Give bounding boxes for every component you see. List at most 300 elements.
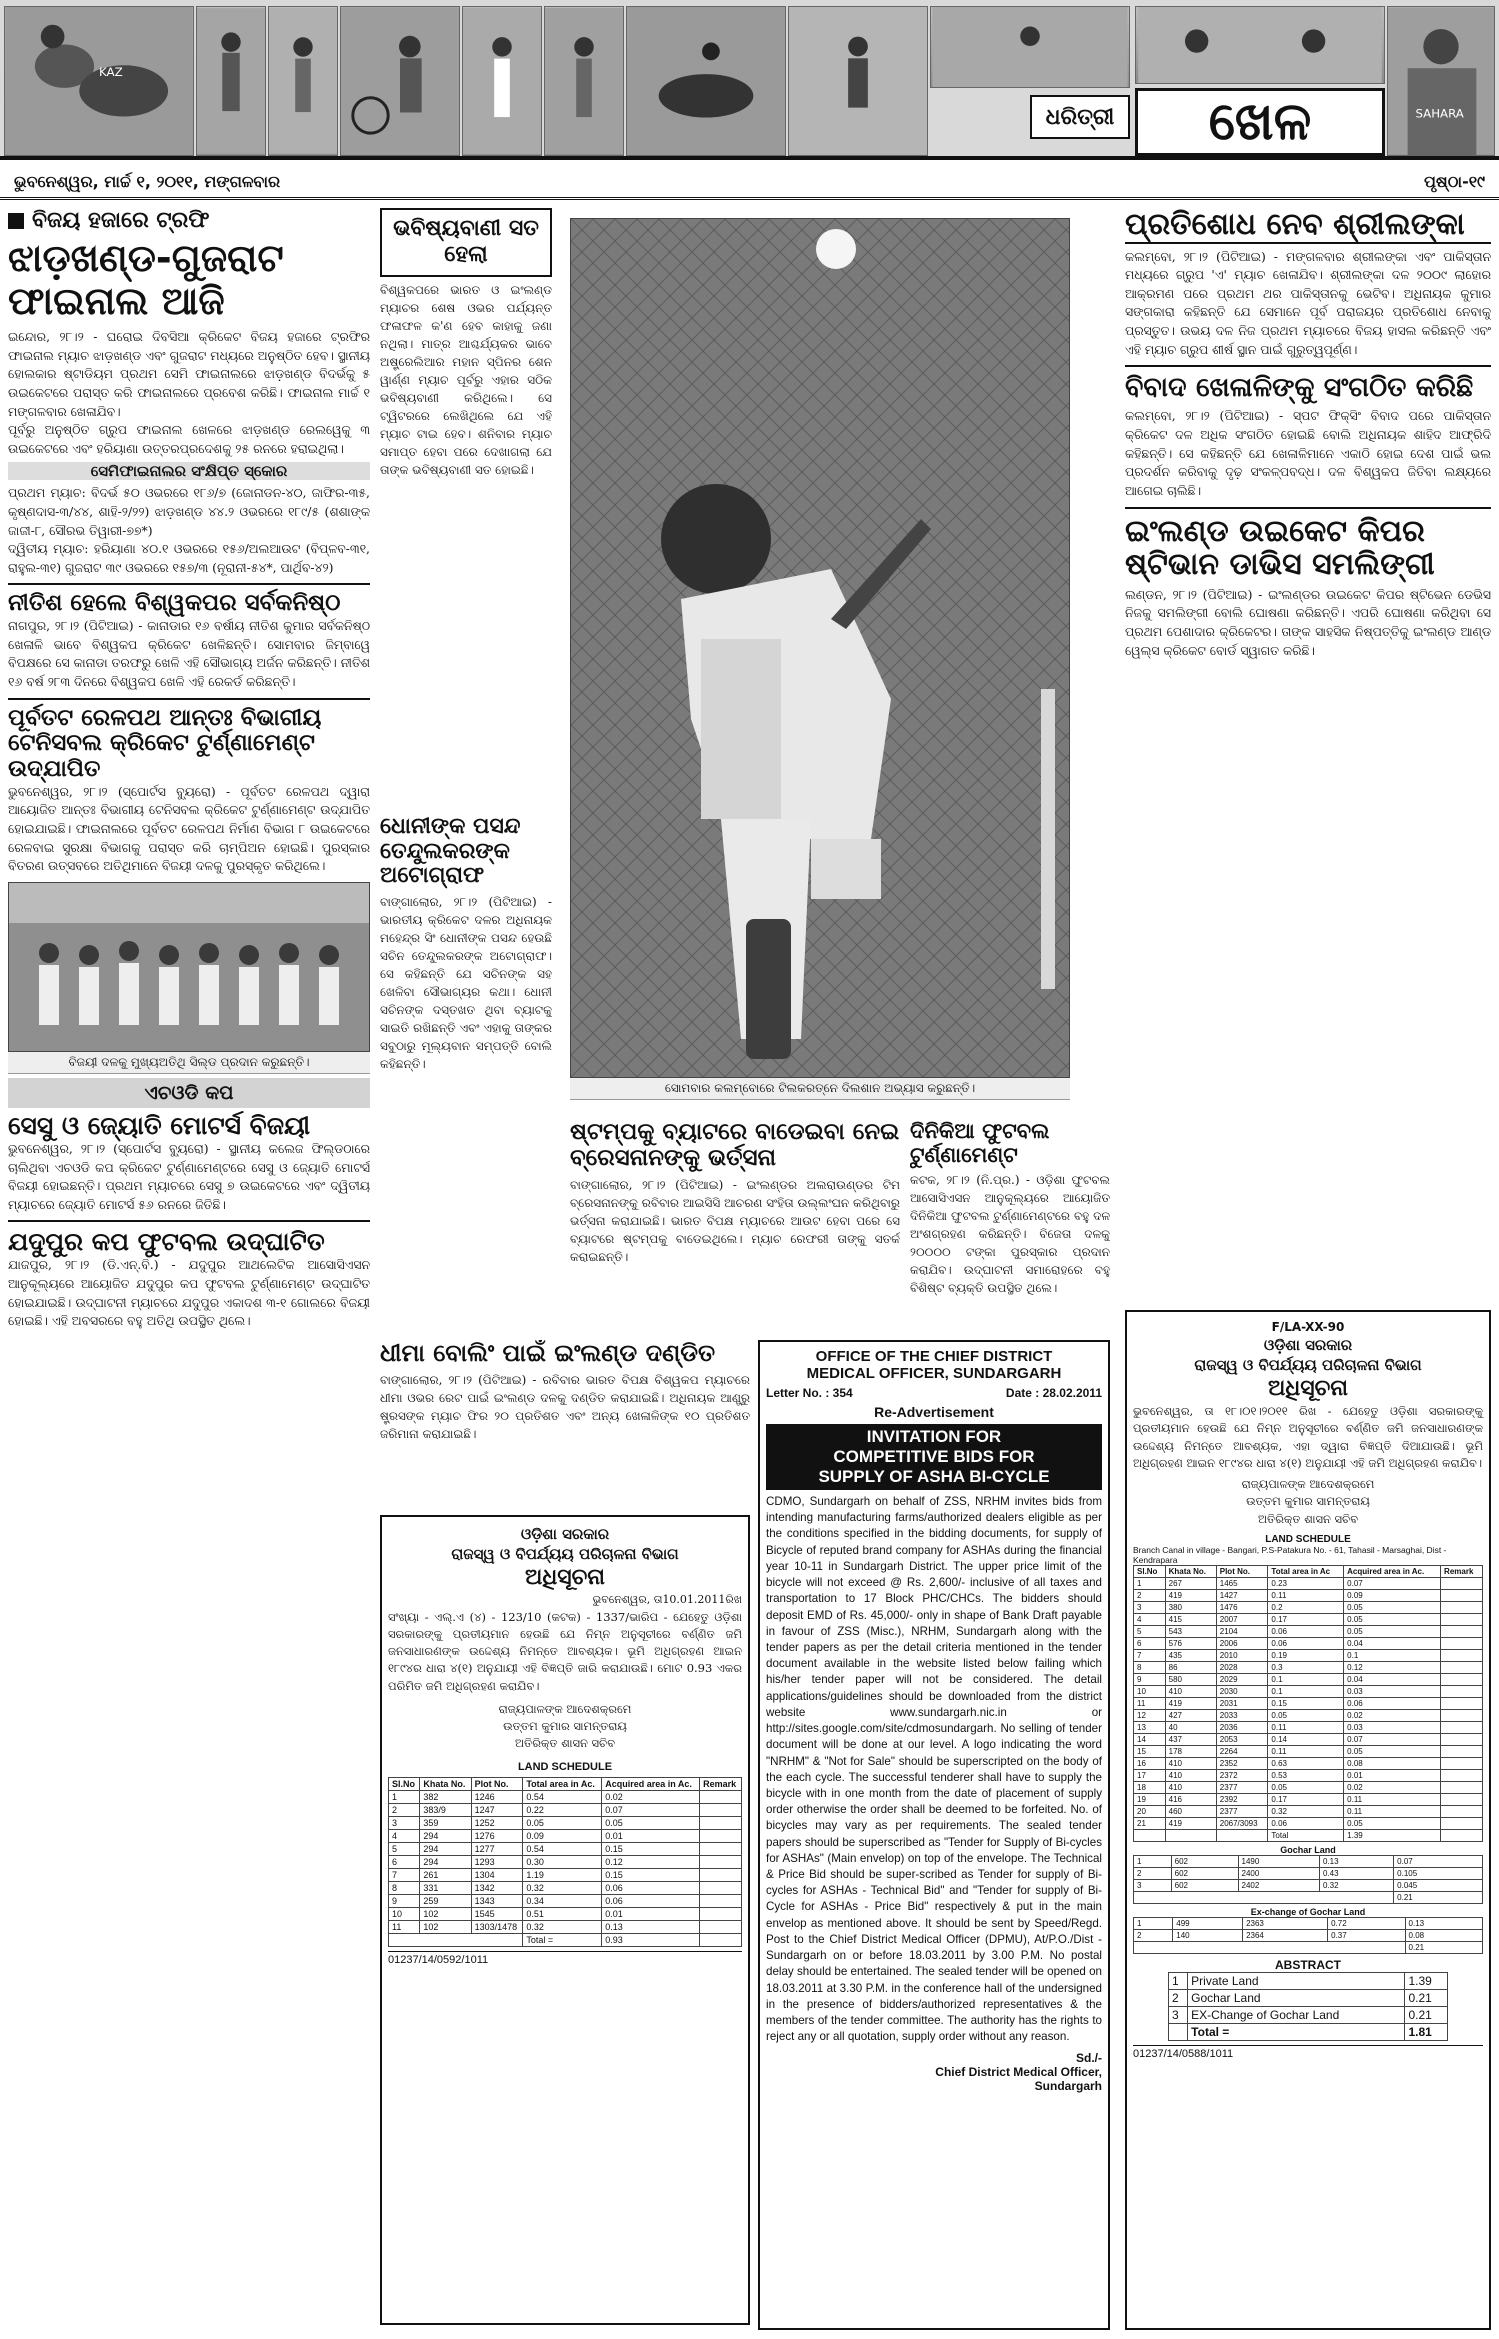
table-cell: 2392 [1216, 1793, 1268, 1805]
table-cell: 435 [1165, 1649, 1216, 1661]
table-cell: 0.06 [602, 1894, 700, 1907]
table-cell [1134, 1829, 1166, 1841]
table-cell: 2 [1169, 1989, 1188, 2006]
table-cell: 0.22 [523, 1803, 602, 1816]
lead-body-1: ଇନ୍ଦୋର, ୨୮।୨ - ଘରୋଇ ଦିବସିଆ କ୍ରିକେଟ ବିଜୟ ହଜାରେ ଟ୍ରଫିର ଫାଇନାଲ ମ୍ୟାଚ ଝାଡ଼ଖଣ୍ଡ ଏବଂ ଗୁଜରାଟ ମଧ୍ୟରେ ଅନୁଷ୍ଠିତ ହେବ। ସ୍ଥାନୀୟ ହୋଲକାର ଷ୍ଟାଡିୟମ ପ୍ରଥମ ସେମି ଫାଇନାଲରେ ଝାଡ଼ଖଣ୍ଡ ବିଦର୍ଭକୁ ୫ ଉଇକେଟରେ ପରାସ୍ତ କରି ଫାଇନାଲରେ ପ୍ରବେଶ କରିଛି। ଫାଇନାଲ ମାର୍ଚ୍ଚ ୧ ମଙ୍ଗଳବାର ଖେଳାଯିବ। [8, 329, 370, 419]
abstract-total: 1.81 [1405, 2023, 1448, 2040]
table-cell: 102 [420, 1907, 471, 1920]
tender-notice [758, 1340, 1110, 2330]
table-cell: 0.01 [602, 1829, 700, 1842]
table-cell: 259 [420, 1894, 471, 1907]
sesu-body: ଭୁବନେଶ୍ୱର, ୨୮।୨ (ସ୍ପୋର୍ଟସ ବ୍ୟୁରୋ) - ସ୍ଥାନୀୟ କଲେଜ ଫିଲ୍ଡଠାରେ ଚାଲିଥିବା ଏଚଓଡି କପ କ୍ରିକେଟ ଟୁର୍ଣ୍ଣାମେଣ୍ଟରେ ସେସୁ ଓ ଜ୍ୟୋତି ମୋଟର୍ସ ବିଜୟୀ ହୋଇଛନ୍ତି। ପ୍ରଥମ ମ୍ୟାଚରେ ସେସୁ ୭ ଉଇକେଟରେ ଏବଂ ଦ୍ୱିତୀୟ ମ୍ୟାଚରେ ଜ୍ୟୋତି ମୋଟର୍ସ ୫୬ ରନରେ ଜିତିଛି। [8, 1140, 370, 1212]
land-schedule-title: LAND SCHEDULE [517, 1760, 613, 1773]
railway-headline: ପୂର୍ବତଟ ରେଳପଥ ଆନ୍ତଃ ବିଭାଗୀୟ ଟେନିସବଲ କ୍ରିକେଟ ଟୁର୍ଣ୍ଣାମେଣ୍ଟ ଉଦ୍‌ଯାପିତ [8, 704, 322, 783]
table-row [1134, 1613, 1483, 1625]
table-cell: 0.53 [1268, 1769, 1344, 1781]
notice-gov: ଓଡ଼ିଶା ସରକାର [520, 1525, 610, 1543]
table-cell: 0.37 [1328, 1929, 1405, 1941]
lead-headline: ଝାଡ଼ଖଣ୍ଡ-ଗୁଜରାଟ ଫାଇନାଲ ଆଜି [8, 236, 284, 323]
table-cell: 0.11 [1268, 1721, 1344, 1733]
table-cell: 0.17 [1268, 1613, 1344, 1625]
table-cell [700, 1894, 742, 1907]
table-cell [1441, 1733, 1483, 1745]
table-header-cell: Total area in Ac. [523, 1777, 602, 1790]
table-row [1134, 1769, 1483, 1781]
table-cell: EX-Change of Gochar Land [1188, 2006, 1405, 2023]
bresnan-body: ବାଙ୍ଗାଲୋର, ୨୮।୨ (ପିଟିଆଇ) - ଇଂଲଣ୍ଡର ଅଲରାଉଣ୍ଡର ଟିମ ବ୍ରେସନାନଙ୍କୁ ରବିବାର ଆଇସିସି ଆଚରଣ ସଂହିତା ଉଲ୍ଲଂଘନ କରିଥିବାରୁ ଭର୍ତ୍ସନା କରାଯାଇଛି। ଭାରତ ବିପକ୍ଷ ମ୍ୟାଚରେ ଆଉଟ ହେବା ପରେ ସେ ବ୍ୟାଟରେ ଷ୍ଟମ୍ପକୁ ବାଡେଇଥିଲେ। ମ୍ୟାଚ ରେଫରୀ ତାଙ୍କୁ ସତର୍କ କରାଇଛନ୍ତି। [570, 1177, 900, 1264]
table-cell [700, 1868, 742, 1881]
tender-date: Date : 28.02.2011 [1005, 1386, 1102, 1400]
table-cell: 2264 [1216, 1745, 1268, 1757]
table-cell: Private Land [1188, 1972, 1405, 1989]
newspaper-logo: ଧରିତ୍ରୀ [1030, 95, 1130, 139]
table-cell: 11 [389, 1920, 420, 1933]
equestrian-photo [626, 6, 786, 156]
table-cell: 382 [420, 1790, 471, 1803]
land-schedule-table [1133, 1565, 1483, 1842]
table-cell: 0.045 [1394, 1879, 1483, 1891]
table-cell: 2104 [1216, 1625, 1268, 1637]
table-cell [1441, 1601, 1483, 1613]
table-cell: 5 [389, 1842, 420, 1855]
sport-photo-6 [544, 6, 624, 156]
table-total-row [1134, 1829, 1483, 1841]
table-cell: 2036 [1216, 1721, 1268, 1733]
tender-sign-2: Chief District Medical Officer, [935, 2065, 1102, 2080]
exchange-title: Ex-change of Gochar Land [1250, 1906, 1366, 1917]
table-cell [700, 1881, 742, 1894]
table-cell: 1.39 [1344, 1829, 1441, 1841]
table-cell: 4 [1134, 1613, 1166, 1625]
table-row [389, 1803, 742, 1816]
table-header-cell: Remark [700, 1777, 742, 1790]
table-row [1134, 1673, 1483, 1685]
kicker [8, 208, 370, 233]
table-cell: 3 [389, 1816, 420, 1829]
exchange-total: 0.21 [1405, 1941, 1482, 1953]
notice-sign-1: ରାଜ୍ୟପାଳଙ୍କ ଆଦେଶକ୍ରମେ [498, 1701, 632, 1716]
table-cell: 9 [1134, 1673, 1166, 1685]
table-cell: 0.21 [1405, 1989, 1448, 2006]
table-cell: 0.13 [602, 1920, 700, 1933]
section-title: ଖେଳ [1135, 88, 1385, 156]
table-body [1134, 1577, 1483, 1829]
table-cell: 102 [420, 1920, 471, 1933]
land-schedule-subtitle: Branch Canal in village - Bangari, P.S-Patakura No. - 61, Tahasil - Marsaghai, Dist - Kendrapara [1133, 1544, 1447, 1565]
table-cell: 10 [1134, 1685, 1166, 1697]
controversy-headline: ବିବାଦ ଖେଳାଳିଙ୍କୁ ସଂଗଠିତ କରିଛି [1125, 372, 1474, 404]
tender-title-box [766, 1424, 1102, 1490]
table-cell: 294 [420, 1842, 471, 1855]
abstract-body [1169, 1972, 1448, 2023]
table-cell [1441, 1721, 1483, 1733]
table-cell: 0.63 [1268, 1757, 1344, 1769]
table-row [1134, 1917, 1483, 1929]
table-cell: 415 [1165, 1613, 1216, 1625]
table-cell [1216, 1829, 1268, 1841]
table-row [1134, 1929, 1483, 1941]
score-subhead: ସେମିଫାଇନାଲର ସଂକ୍ଷିପ୍ତ ସ୍କୋର [8, 462, 370, 480]
table-cell: 2053 [1216, 1733, 1268, 1745]
table-cell: 0.08 [1344, 1757, 1441, 1769]
jadupur-headline: ଯଦୁପୁର କପ ଫୁଟବଲ ଉଦ୍‌ଘାଟିତ [8, 1227, 325, 1257]
table-cell: 0.05 [1268, 1709, 1344, 1721]
notice-body: ଭୁବନେଶ୍ୱର, ତା ୧୮।୦୧।୨୦୧୧ ରିଖ - ଯେହେତୁ ଓଡ଼ିଶା ସରକାରଙ୍କୁ ପ୍ରତୀୟମାନ ହେଉଛି ଯେ ନିମ୍ନ ଅନୁସୂଚୀରେ ବର୍ଣ୍ଣିତ ଜମି ଜନସାଧାରଣଙ୍କ ଉଦ୍ଦେଶ୍ୟ ନିମନ୍ତେ ଆବଶ୍ୟକ, ଏହା ଦ୍ୱାରା ବିଜ୍ଞପ୍ତି ଦିଆଯାଉଛି। ଭୂମି ଅଧିଗ୍ରହଣ ଆଇନ ୧୮୯୪ର ଧାରା ୪(୧) ଅନୁଯାୟୀ ଏହି ଜମି ଅଧିଗ୍ରହଣ କରାଯିବ। [1133, 1404, 1483, 1470]
table-row [1134, 1721, 1483, 1733]
table-cell: 419 [1165, 1817, 1216, 1829]
table-cell [1441, 1649, 1483, 1661]
table-cell: 0.19 [1268, 1649, 1344, 1661]
table-body [389, 1790, 742, 1933]
football-headline: ଦିନିକିଆ ଫୁଟବଲ ଟୁର୍ଣ୍ଣାମେଣ୍ଟ [910, 1120, 1050, 1167]
table-cell: Total [1268, 1829, 1344, 1841]
table-cell: 2364 [1243, 1929, 1328, 1941]
tender-title-3: SUPPLY OF ASHA BI-CYCLE [818, 1467, 1050, 1486]
table-cell: 8 [1134, 1661, 1166, 1673]
table-cell: 14 [1134, 1733, 1166, 1745]
table-cell [700, 1816, 742, 1829]
table-cell: 3 [1134, 1879, 1172, 1891]
table-row [1134, 1855, 1483, 1867]
table-cell: 2 [389, 1803, 420, 1816]
sport-photo-10 [1135, 6, 1385, 84]
table-cell [1441, 1793, 1483, 1805]
table-row [1169, 1989, 1448, 2006]
table-cell: 1476 [1216, 1601, 1268, 1613]
table-header-cell: Khata No. [1165, 1565, 1216, 1577]
table-cell: 0.12 [1344, 1661, 1441, 1673]
table-cell: 437 [1165, 1733, 1216, 1745]
table-cell: 6 [1134, 1637, 1166, 1649]
table-cell: 2030 [1216, 1685, 1268, 1697]
masthead-banner [0, 0, 1499, 160]
table-cell: 0.15 [602, 1868, 700, 1881]
table-row [1134, 1879, 1483, 1891]
table-cell [700, 1907, 742, 1920]
table-cell: 0.32 [1268, 1805, 1344, 1817]
table-cell: 2 [1134, 1867, 1172, 1879]
table-cell: 359 [420, 1816, 471, 1829]
table-cell: 3 [1169, 2006, 1188, 2023]
tennis-photo [340, 6, 460, 156]
table-cell: 2377 [1216, 1805, 1268, 1817]
table-cell: 18 [1134, 1781, 1166, 1793]
table-cell: 0.06 [1268, 1625, 1344, 1637]
table-cell: 576 [1165, 1637, 1216, 1649]
table-cell: 0.05 [1344, 1817, 1441, 1829]
table-cell: 602 [1171, 1855, 1238, 1867]
table-row [1134, 1817, 1483, 1829]
table-row [1134, 1625, 1483, 1637]
table-cell: 0.03 [1344, 1685, 1441, 1697]
tender-title-2: COMPETITIVE BIDS FOR [833, 1447, 1035, 1466]
notice-sign-1: ରାଜ୍ୟପାଳଙ୍କ ଆଦେଶକ୍ରମେ [1241, 1477, 1375, 1491]
land-schedule-table [388, 1777, 742, 1947]
table-cell: 3 [1134, 1601, 1166, 1613]
table-cell: 2010 [1216, 1649, 1268, 1661]
football-article [910, 1120, 1110, 1335]
table-cell: 0.32 [1319, 1879, 1393, 1891]
table-cell: 380 [1165, 1601, 1216, 1613]
table-cell [1441, 1661, 1483, 1673]
table-row [1134, 1601, 1483, 1613]
table-cell [1441, 1577, 1483, 1589]
left-column [8, 208, 370, 2333]
table-cell: 2028 [1216, 1661, 1268, 1673]
cricketer-photo [1387, 6, 1495, 156]
table-cell: 602 [1171, 1879, 1238, 1891]
table-cell [1441, 1697, 1483, 1709]
table-cell: 21 [1134, 1817, 1166, 1829]
table-cell: 0.32 [523, 1920, 602, 1933]
table-cell: 0.07 [1344, 1733, 1441, 1745]
cricketer-photo-art [1388, 7, 1494, 155]
table-cell: 2 [1134, 1589, 1166, 1601]
table-cell: 0.06 [1268, 1817, 1344, 1829]
table-cell: 261 [420, 1868, 471, 1881]
table-cell: 294 [420, 1855, 471, 1868]
table-cell [1441, 1817, 1483, 1829]
table-cell: 2006 [1216, 1637, 1268, 1649]
table-cell: 294 [420, 1829, 471, 1842]
table-cell: 0.05 [602, 1816, 700, 1829]
notice-date: ଭୁବନେଶ୍ୱର, ତା10.01.2011ରିଖ [592, 1593, 742, 1606]
table-cell: 410 [1165, 1757, 1216, 1769]
table-cell: 2031 [1216, 1697, 1268, 1709]
table-cell: 2033 [1216, 1709, 1268, 1721]
land-schedule-title: LAND SCHEDULE [1265, 1533, 1351, 1545]
sesu-headline: ସେସୁ ଓ ଜ୍ୟୋତି ମୋଟର୍ସ ବିଜୟୀ [8, 1110, 311, 1140]
table-cell: 0.21 [1405, 2006, 1448, 2023]
abstract-title: ABSTRACT [1275, 1957, 1341, 1972]
table-cell: 0.12 [602, 1855, 700, 1868]
date-line [0, 166, 1499, 200]
table-cell: 1 [1169, 1972, 1188, 1989]
table-cell: 0.14 [1268, 1733, 1344, 1745]
notice-body: ସଂଖ୍ୟା - ଏଲ୍.ଏ (୪) - 123/10 (କଟକ) - 1337/ଭାରିପ - ଯେହେତୁ ଓଡ଼ିଶା ସରକାରଙ୍କୁ ପ୍ରତୀୟମାନ ହେଉଛି ଯେ ନିମ୍ନ ଅନୁସୂଚୀରେ ବର୍ଣ୍ଣିତ ଜମି ଜନସାଧାରଣଙ୍କ ଉଦ୍ଦେଶ୍ୟ ନିମନ୍ତେ ଆବଶ୍ୟକ। ଭୂମି ଅଧିଗ୍ରହଣ ଆଇନ ୧୮୯୪ର ଧାରା ୪(୧) ଅନୁଯାୟୀ ଏହି ବିଜ୍ଞପ୍ତି ଜାରି କରାଯାଉଛି। ମୋଟ 0.93 ଏକର ପରିମିତ ଜମି ଅଧିଗ୍ରହଣ କରାଯିବ। [388, 1609, 742, 1693]
sport-photo-2 [196, 6, 266, 156]
gochar-table [1133, 1855, 1483, 1904]
table-cell [1441, 1589, 1483, 1601]
table-row [1134, 1589, 1483, 1601]
srilanka-body: କଲମ୍ବୋ, ୨୮।୨ (ପିଟିଆଇ) - ମଙ୍ଗଳବାର ଶ୍ରୀଲଙ୍କା ଏବଂ ପାକିସ୍ତାନ ମଧ୍ୟରେ ଗ୍ରୁପ 'ଏ' ମ୍ୟାଚ ଖେଳାଯିବ। ଶ୍ରୀଲଙ୍କା ଦଳ ୨୦୦୯ ଲାହୋର ଆକ୍ରମଣ ପରେ ପ୍ରଥମ ଥର ପାକିସ୍ତାନକୁ ଭେଟିବ। ଅଧିନାୟକ କୁମାର ସଙ୍ଗକାରା କହିଛନ୍ତି ଯେ ସେମାନେ ପୂର୍ବ ପରାଜୟର ପ୍ରତିଶୋଧ ନେବାକୁ ପ୍ରସ୍ତୁତ। ଉଭୟ ଦଳ ନିଜ ପ୍ରଥମ ମ୍ୟାଚରେ ବିଜୟ ହାସଲ କରିଛନ୍ତି ଏବଂ ଏହି ମ୍ୟାଚ ଗ୍ରୁପ ଶୀର୍ଷ ସ୍ଥାନ ପାଇଁ ଗୁରୁତ୍ୱପୂର୍ଣ୍ଣ। [1125, 248, 1491, 357]
table-row [1134, 1757, 1483, 1769]
table-header-cell: Total area in Ac [1268, 1565, 1344, 1577]
table-cell: 1427 [1216, 1589, 1268, 1601]
table-cell: 2377 [1216, 1781, 1268, 1793]
table-cell: 0.08 [1405, 1929, 1482, 1941]
table-cell: 16 [1134, 1757, 1166, 1769]
dilshan-caption: ସୋମବାର କଲମ୍ବୋରେ ଟିଲକରତ୍ନେ ଦିଲଶାନ ଅଭ୍ୟାସ କରୁଛନ୍ତି। [570, 1078, 1070, 1100]
divider [8, 698, 370, 700]
table-cell: 1.39 [1405, 1972, 1448, 1989]
exchange-total-row [1134, 1941, 1483, 1953]
table-cell: 0.05 [1268, 1781, 1344, 1793]
table-row [389, 1842, 742, 1855]
table-cell: 0.05 [1344, 1601, 1441, 1613]
table-row [1134, 1697, 1483, 1709]
page-number: ପୃଷ୍ଠା-୧୯ [1423, 171, 1485, 191]
table-cell [1441, 1673, 1483, 1685]
table-cell [1441, 1781, 1483, 1793]
srilanka-headline: ପ୍ରତିଶୋଧ ନେବ ଶ୍ରୀଲଙ୍କା [1125, 208, 1491, 244]
table-header-cell: Acquired area in Ac. [1344, 1565, 1441, 1577]
notice-title: ଅଧିସୂଚନା [525, 1565, 605, 1590]
table-row [1134, 1867, 1483, 1879]
table-cell: 383/9 [420, 1803, 471, 1816]
divider [1125, 507, 1491, 509]
table-row [389, 1855, 742, 1868]
table-row [1134, 1661, 1483, 1673]
team-photo [8, 882, 370, 1052]
table-cell: 1303/1478 [471, 1920, 523, 1933]
table-row [1169, 2006, 1448, 2023]
table-cell: 5 [1134, 1625, 1166, 1637]
table-cell: 0.07 [602, 1803, 700, 1816]
table-cell [1441, 1613, 1483, 1625]
abstract-total-row [1169, 2023, 1448, 2040]
table-cell: 0.72 [1328, 1917, 1405, 1929]
table-cell: 410 [1165, 1769, 1216, 1781]
table-row [1134, 1649, 1483, 1661]
score-second-match: ଦ୍ୱିତୀୟ ମ୍ୟାଚ: ହରିୟାଣା ୪୦.୧ ଓଭରରେ ୧୫୬/ଅଲଆଉଟ (ବିପ୍ଳବ-୩୧, ରାହୁଲ-୩୧) ଗୁଜରାଟ ୩୯ ଓଭରରେ ୧୫୭/୩ (ନୂରାନୀ-୫୪*, ପାର୍ଥିବ-୪୨) [8, 541, 370, 575]
table-cell [1165, 1829, 1216, 1841]
table-cell: 10 [389, 1907, 420, 1920]
table-row [389, 1907, 742, 1920]
table-cell: 0.1 [1344, 1649, 1441, 1661]
table-cell: 0.30 [523, 1855, 602, 1868]
hod-cup-label: ଏଚଓଡି କପ [8, 1078, 370, 1108]
table-cell: 0.11 [1344, 1805, 1441, 1817]
dhoni-column [380, 815, 552, 1335]
england-fined-headline: ଧୀମା ବୋଲିଂ ପାଇଁ ଇଂଲଣ୍ଡ ଦଣ୍ଡିତ [380, 1340, 716, 1367]
wrestling-photo-art [5, 7, 193, 155]
table-cell: 1342 [471, 1881, 523, 1894]
table-cell: 178 [1165, 1745, 1216, 1757]
table-cell: 331 [420, 1881, 471, 1894]
notice-ref: F/LA-XX-90 [1271, 1320, 1345, 1334]
table-cell: 1343 [471, 1894, 523, 1907]
sport-photo-8 [788, 6, 928, 156]
table-row [1134, 1685, 1483, 1697]
notice-sign-3: ଅତିରିକ୍ତ ଶାସନ ସଚିବ [514, 1736, 616, 1751]
table-row [389, 1920, 742, 1933]
table-row [389, 1790, 742, 1803]
table-header-cell: Sl.No [1134, 1565, 1166, 1577]
table-cell: 1 [389, 1790, 420, 1803]
table-cell: 499 [1173, 1917, 1243, 1929]
table-row [389, 1894, 742, 1907]
lead-body-2: ପୂର୍ବରୁ ଅନୁଷ୍ଠିତ ଗ୍ରୁପ ଫାଇନାଲ ଖେଳରେ ଝାଡ଼ଖଣ୍ଡ ରେଲୱେକୁ ୩ ଉଇକେଟରେ ଏବଂ ହରିୟାଣା ଉତ୍ତରପ୍ରଦେଶକୁ ୨୫ ରନରେ ହରାଇଥିଲା। [8, 422, 370, 456]
table-cell [700, 1803, 742, 1816]
table-cell: 1276 [471, 1829, 523, 1842]
table-cell: 0.54 [523, 1842, 602, 1855]
notice-gov: ଓଡ଼ିଶା ସରକାର [1263, 1336, 1353, 1354]
table-cell: 2007 [1216, 1613, 1268, 1625]
table-cell: 0.02 [1344, 1781, 1441, 1793]
prediction-body: ବିଶ୍ୱକପରେ ଭାରତ ଓ ଇଂଲଣ୍ଡ ମ୍ୟାଚର ଶେଷ ଓଭର ପର୍ଯ୍ୟନ୍ତ ଫଳାଫଳ କ'ଣ ହେବ କାହାକୁ ଜଣା ନଥିଲା। ମାତ୍ର ଆଶ୍ଚର୍ଯ୍ୟକର ଭାବେ ଅଷ୍ଟ୍ରେଲିଆର ମହାନ ସ୍ପିନର ଶେନ ୱାର୍ଣ୍ଣ ମ୍ୟାଚ ପୂର୍ବରୁ ଏହାର ସଠିକ ଭବିଷ୍ୟବାଣୀ କରିଥିଲେ। ସେ ଟ୍ୱିଟରରେ ଲେଖିଥିଲେ ଯେ ଏହି ମ୍ୟାଚ ଟାଇ ହେବ। ଶନିବାର ମ୍ୟାଚ ସମାପ୍ତ ହେବା ପରେ ଦେଖାଗଲା ଯେ ତାଙ୍କ ଭବିଷ୍ୟବାଣୀ ସତ ହୋଇଛି। [380, 282, 552, 477]
table-cell: 0.17 [1268, 1793, 1344, 1805]
prediction-column [380, 208, 552, 808]
table-cell: 1 [1134, 1577, 1166, 1589]
bresnan-headline: ଷ୍ଟମ୍ପକୁ ବ୍ୟାଟରେ ବାଡେଇବା ନେଇ ବ୍ରେସନାନଙ୍କୁ ଭର୍ତ୍ସନା [570, 1120, 900, 1171]
table-cell [1441, 1745, 1483, 1757]
table-cell: 543 [1165, 1625, 1216, 1637]
tender-letter-no: Letter No. : 354 [766, 1386, 853, 1400]
table-row [1134, 1793, 1483, 1805]
score-first-match: ପ୍ରଥମ ମ୍ୟାଚ: ବିଦର୍ଭ ୫୦ ଓଭରରେ ୧୮୬/୭ (ଜୋନାଡନ-୪୦, ଜାଫିର-୩୫, କୃଷ୍ଣଦାସ-୩/୪୪, ଶାହି-୨/୨୨) ଝାଡ଼ଖଣ୍ଡ ୪୪.୨ ଓଭରରେ ୧୮୯/୫ (ଶଶାଙ୍କ ଜାଜୀ-୮, ସୌରଭ ତିୱାରୀ-୭୭*) [8, 485, 370, 538]
table-cell: 86 [1165, 1661, 1216, 1673]
table-cell: 1252 [471, 1816, 523, 1829]
tender-readvertisement: Re-Advertisement [874, 1404, 994, 1420]
land-notice-mid [380, 1515, 750, 2325]
gochar-total: 0.21 [1394, 1891, 1483, 1903]
table-cell: 0.05 [523, 1816, 602, 1829]
gochar-title: Gochar Land [1280, 1844, 1336, 1855]
gochar-body [1134, 1855, 1483, 1891]
table-cell: 0.06 [1344, 1697, 1441, 1709]
bresnan-article [570, 1120, 900, 1335]
table-row [1134, 1709, 1483, 1721]
table-row [389, 1868, 742, 1881]
divider [8, 583, 370, 585]
table-cell: 8 [389, 1881, 420, 1894]
davies-body: ଲଣ୍ଡନ, ୨୮।୨ (ପିଟିଆଇ) - ଇଂଲଣ୍ଡର ଉଇକେଟ କିପର ଷ୍ଟିଭେନ ଡେଭିସ ନିଜକୁ ସମଲିଙ୍ଗୀ ବୋଲି ଘୋଷଣା କରିଛନ୍ତି। ଏପରି ଘୋଷଣା କରିଥିବା ସେ ପ୍ରଥମ ପେଶାଦାର କ୍ରିକେଟର। ତାଙ୍କ ସାହସିକ ନିଷ୍ପତ୍ତିକୁ ଇଂଲଣ୍ଡ ଆଣ୍ଡ ୱେଲ୍ସ କ୍ରିକେଟ ବୋର୍ଡ ସ୍ୱାଗତ କରିଛି। [1125, 586, 1491, 658]
table-cell: 11 [1134, 1697, 1166, 1709]
table-header-cell: Sl.No [389, 1777, 420, 1790]
dilshan-photo [570, 218, 1070, 1078]
nitish-body: ନାଗପୁର, ୨୮।୨ (ପିଟିଆଇ) - କାନାଡାର ୧୬ ବର୍ଷୀୟ ନୀତିଶ କୁମାର ସର୍ବକନିଷ୍ଠ ଖେଳାଳି ଭାବେ ବିଶ୍ୱକପ କ୍ରିକେଟ ଖେଳିଛନ୍ତି। ସୋମବାର ଜିମ୍ବାୱେ ବିପକ୍ଷରେ ସେ କାନାଡା ତରଫରୁ ଖେଳି ଏହି ସୌଭାଗ୍ୟ ଅର୍ଜନ କରିଛନ୍ତି। ନୀତିଶ ୧୬ ବର୍ଷ ୨୮୩ ଦିନରେ ବିଶ୍ୱକପ ଖେଳି ଏହି ରେକର୍ଡ କରିଛନ୍ତି। [8, 618, 370, 689]
bullet-square-icon [8, 213, 24, 229]
table-cell: 17 [1134, 1769, 1166, 1781]
notice-code: 01237/14/0592/1011 [388, 1951, 742, 1966]
table-cell: 0.09 [1344, 1589, 1441, 1601]
tender-office-1: OFFICE OF THE CHIEF DISTRICT [815, 1348, 1053, 1365]
table-cell: 0.01 [1344, 1769, 1441, 1781]
table-cell: 1304 [471, 1868, 523, 1881]
exchange-body [1134, 1917, 1483, 1941]
table-row [389, 1829, 742, 1842]
table-cell: 410 [1165, 1781, 1216, 1793]
table-row [1134, 1805, 1483, 1817]
table-cell: 0.11 [1268, 1745, 1344, 1757]
england-fined-body: ବାଙ୍ଗାଲୋର, ୨୮।୨ (ପିଟିଆଇ) - ରବିବାର ଭାରତ ବିପକ୍ଷ ବିଶ୍ୱକପ ମ୍ୟାଚରେ ଧୀମା ଓଭର ରେଟ ପାଇଁ ଇଂଲଣ୍ଡ ଦଳକୁ ଦଣ୍ଡିତ କରାଯାଇଛି। ଅଧିନାୟକ ଆଣ୍ଡ୍ରୁ ଷ୍ଟ୍ରସଙ୍କ ମ୍ୟାଚ ଫିର ୨୦ ପ୍ରତିଶତ ଏବଂ ଅନ୍ୟ ଖେଳାଳିଙ୍କ ୧୦ ପ୍ରତିଶତ ଜରିମାନା କରାଯାଇଛି। [380, 1372, 750, 1441]
table-row [1169, 1972, 1448, 1989]
tender-body: CDMO, Sundargarh on behalf of ZSS, NRHM invites bids from intending manufacturing farms/authorized dealers eligible as per the conditions specified in the bidding documents, for supply of Bicycle of reputed brand company for ASHAs during the financial year 10-11 in Sundargarh District. The upper price limit of the bicycle will not exceed @ Rs. 2,600/- inclusive of all taxes and transportation to 17 Block PHC/CHCs. The bidders should deposit EMD of Rs. 45,000/- only in shape of Bank Draft payable in favour of ZSS (Misc.), NRHM, Sundargarh along with the tender papers as per the detail criteria mentioned in the tender document available in the website listed below failing which his/her tender paper will not be considered. The detail applications/guidelines should be downloaded from the district website www.sundargarh.nic.in or http://sites.google.com/site/cdmosundargarh. No selling of tender document will be done at our level. A logo indicating the word "NRHM" & "Not for Sale" should be superscripted on the body of the each cycle. The successful tenderer shall have to supply the bicycle with in one month from the date of placement of supply order otherwise the order shall be deemed to be forfeited. No. of bicycles may vary as per requirements. The sealed tender papers should be superscribed as "Tender for Supply of Bi-cycles for ASHAs" (Main envelop) on top of the envelope. The Technical & Price Bid should be super-scribed as Tender for supply of Bi-cycles for ASHAs - Technical Bid" and "Tender for supply of Bi-Cycle for ASHAs - Price Bid" respectively & put in the main envelop as mentioned above. It should be sent by Speed/Regd. Post to the Chief District Medical Officer (DPMU), At/P.O./Dist - Sundargarh on or before 18.03.2011 by 3.00 P.M. No postal delay should be entertained. The sealed tender will be opened on 18.03.2011 at 3.30 P.M. in the conference hall of the undersigned in the presence of bidders/authorized representatives & the members of the tender committee. The authority has the rights to reject any or all quotation, supply order without any reason. [766, 1495, 1102, 2044]
table-header-cell: Plot No. [1216, 1565, 1268, 1577]
table-cell: 0.1 [1268, 1673, 1344, 1685]
table-cell: 1293 [471, 1855, 523, 1868]
team-photo-caption: ବିଜୟୀ ଦଳକୁ ମୁଖ୍ୟଅତିଥି ସିଲ୍ଡ ପ୍ରଦାନ କରୁଛନ୍ତି। [8, 1052, 370, 1074]
table-cell: 13 [1134, 1721, 1166, 1733]
table-cell: 0.105 [1394, 1867, 1483, 1879]
exchange-table [1133, 1917, 1483, 1954]
table-header-row [389, 1777, 742, 1790]
dhoni-body: ବାଙ୍ଗାଲୋର, ୨୮।୨ (ପିଟିଆଇ) - ଭାରତୀୟ କ୍ରିକେଟ ଦଳର ଅଧିନାୟକ ମହେନ୍ଦ୍ର ସିଂ ଧୋନୀଙ୍କ ପସନ୍ଦ ହେଉଛି ସଚିନ ତେନ୍ଦୁଲକରଙ୍କ ଅଟୋଗ୍ରାଫ। ସେ କହିଛନ୍ତି ଯେ ସଚିନଙ୍କ ସହ ଖେଳିବା ସୌଭାଗ୍ୟର କଥା। ଧୋନୀ ସଚିନଙ୍କ ଦସ୍ତଖତ ଥିବା ବ୍ୟାଟକୁ ସାଇତି ରଖିଛନ୍ତି ଏବଂ ଏହାକୁ ତାଙ୍କର ସବୁଠାରୁ ମୂଲ୍ୟବାନ ସମ୍ପତ୍ତି ବୋଲି କହିଛନ୍ତି। [380, 894, 552, 1071]
divider [8, 1220, 370, 1222]
table-cell: 0.06 [1268, 1637, 1344, 1649]
table-cell: 0.34 [523, 1894, 602, 1907]
table-cell [1441, 1625, 1483, 1637]
table-cell: 7 [1134, 1649, 1166, 1661]
table-row [1134, 1637, 1483, 1649]
table-cell: 0.01 [602, 1907, 700, 1920]
table-cell: 2352 [1216, 1757, 1268, 1769]
football-body: କଟକ, ୨୮।୨ (ନି.ପ୍ର.) - ଓଡ଼ିଶା ଫୁଟବଲ ଆସୋସିଏସନ ଆନୁକୂଲ୍ୟରେ ଆୟୋଜିତ ଦିନିକିଆ ଫୁଟବଲ ଟୁର୍ଣ୍ଣାମେଣ୍ଟରେ ବହୁ ଦଳ ଅଂଶଗ୍ରହଣ କରିଛନ୍ତି। ବିଜେତା ଦଳକୁ ୨୦୦୦୦ ଟଙ୍କା ପୁରସ୍କାର ପ୍ରଦାନ କରାଯିବ। ଉଦ୍‌ଘାଟନୀ ସମାରୋହରେ ବହୁ ବିଶିଷ୍ଟ ବ୍ୟକ୍ତି ଉପସ୍ଥିତ ଥିଲେ। [910, 1173, 1110, 1296]
table-cell: 0.05 [1344, 1745, 1441, 1757]
table-cell: 1 [1134, 1917, 1173, 1929]
table-cell: 427 [1165, 1709, 1216, 1721]
